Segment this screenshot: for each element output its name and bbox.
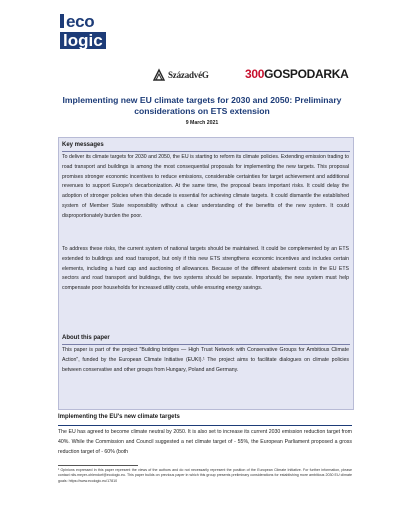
ecologic-logo-top: eco [60, 13, 110, 30]
footnote: ¹ Opinions expressed in this paper represent the views of the authors and do not necessarily represent the position of the European Climate Initiative. For further information, please contact nils.meyer-ohlendorf@ecologic.eu. This paper builds on previous paper in which this group presents preliminary considerations for establishing more ambitious 2030 EU climate goals: https://www.ecologic.eu/17810 [58, 468, 352, 483]
ecologic-logo-bottom: logic [60, 32, 106, 49]
key-messages-rule [62, 151, 350, 152]
about-paragraph: This paper is part of the project "Building bridges — High Trust Network with Conservative Groups for Ambitious Climate Action", funded by the European Climate Initiative (EUKI).¹ The project aims to facilitate dialogues on climate policies between conservative and other groups from Hungary, Poland and Germany. [62, 347, 349, 373]
key-messages-heading: Key messages [62, 142, 104, 148]
document-title: Implementing new EU climate targets for 2030 and 2050: Preliminary considerations on ETS extension [62, 95, 342, 116]
key-messages-box [58, 137, 354, 410]
footnote-rule [58, 465, 138, 466]
szazadveg-logo-text: SzázadvéG [168, 70, 209, 80]
szazadveg-emblem-icon [152, 68, 166, 82]
gospodarka-logo-number: 300 [245, 67, 265, 81]
section-heading: Implementing the EU's new climate targets [58, 414, 180, 420]
gospodarka-logo [245, 67, 348, 81]
gospodarka-logo-text: GOSPODARKA [264, 67, 349, 81]
ecologic-logo [60, 13, 110, 51]
key-messages-paragraph-1: To deliver its climate targets for 2030 and 2050, the EU is starting to reform its climate policies. Extending emission trading to road transport and buildings is among the most consequential proposals for implementing the new targets. This proposal promises stronger economic incentives to reduce emissions, considerable certainties for target achievement and additional revenues to support Europe's decarbonization. At the same time, the proposal bears important risks. It could delay the adoption of stronger policies when this decade is essential for achieving climate targets. It could dismantle the established system of Member State responsibility without a clear understanding of the benefits of the new system. It could disproportionately burden the poor. [62, 154, 349, 219]
section-rule [58, 425, 352, 426]
document-date: 9 March 2021 [185, 120, 219, 126]
szazadveg-logo [152, 68, 209, 82]
key-messages-paragraph-2: To address these risks, the current system of national targets should be maintained. It could be complemented by an ETS extended to buildings and road transport, but only if this new ETS strengthens economic incentives and includes certain elements, including a hard cap and auctioning of allowances. Because of the different abatement costs in the EU ETS sectors and road transport and buildings, the two systems should be separate. Importantly, the new system must help compensate poor households for increased utility costs, while ensuring energy savings. [62, 246, 349, 292]
about-heading: About this paper [62, 335, 110, 341]
section-paragraph: The EU has agreed to become climate neutral by 2050. It is also set to increase its current 2030 emission reduction target from 40%. While the Commission and Council suggested a net climate target of - 55%, the European Parliament proposed a gross reduction target of - 60% (both [58, 429, 352, 455]
about-rule [62, 344, 350, 345]
